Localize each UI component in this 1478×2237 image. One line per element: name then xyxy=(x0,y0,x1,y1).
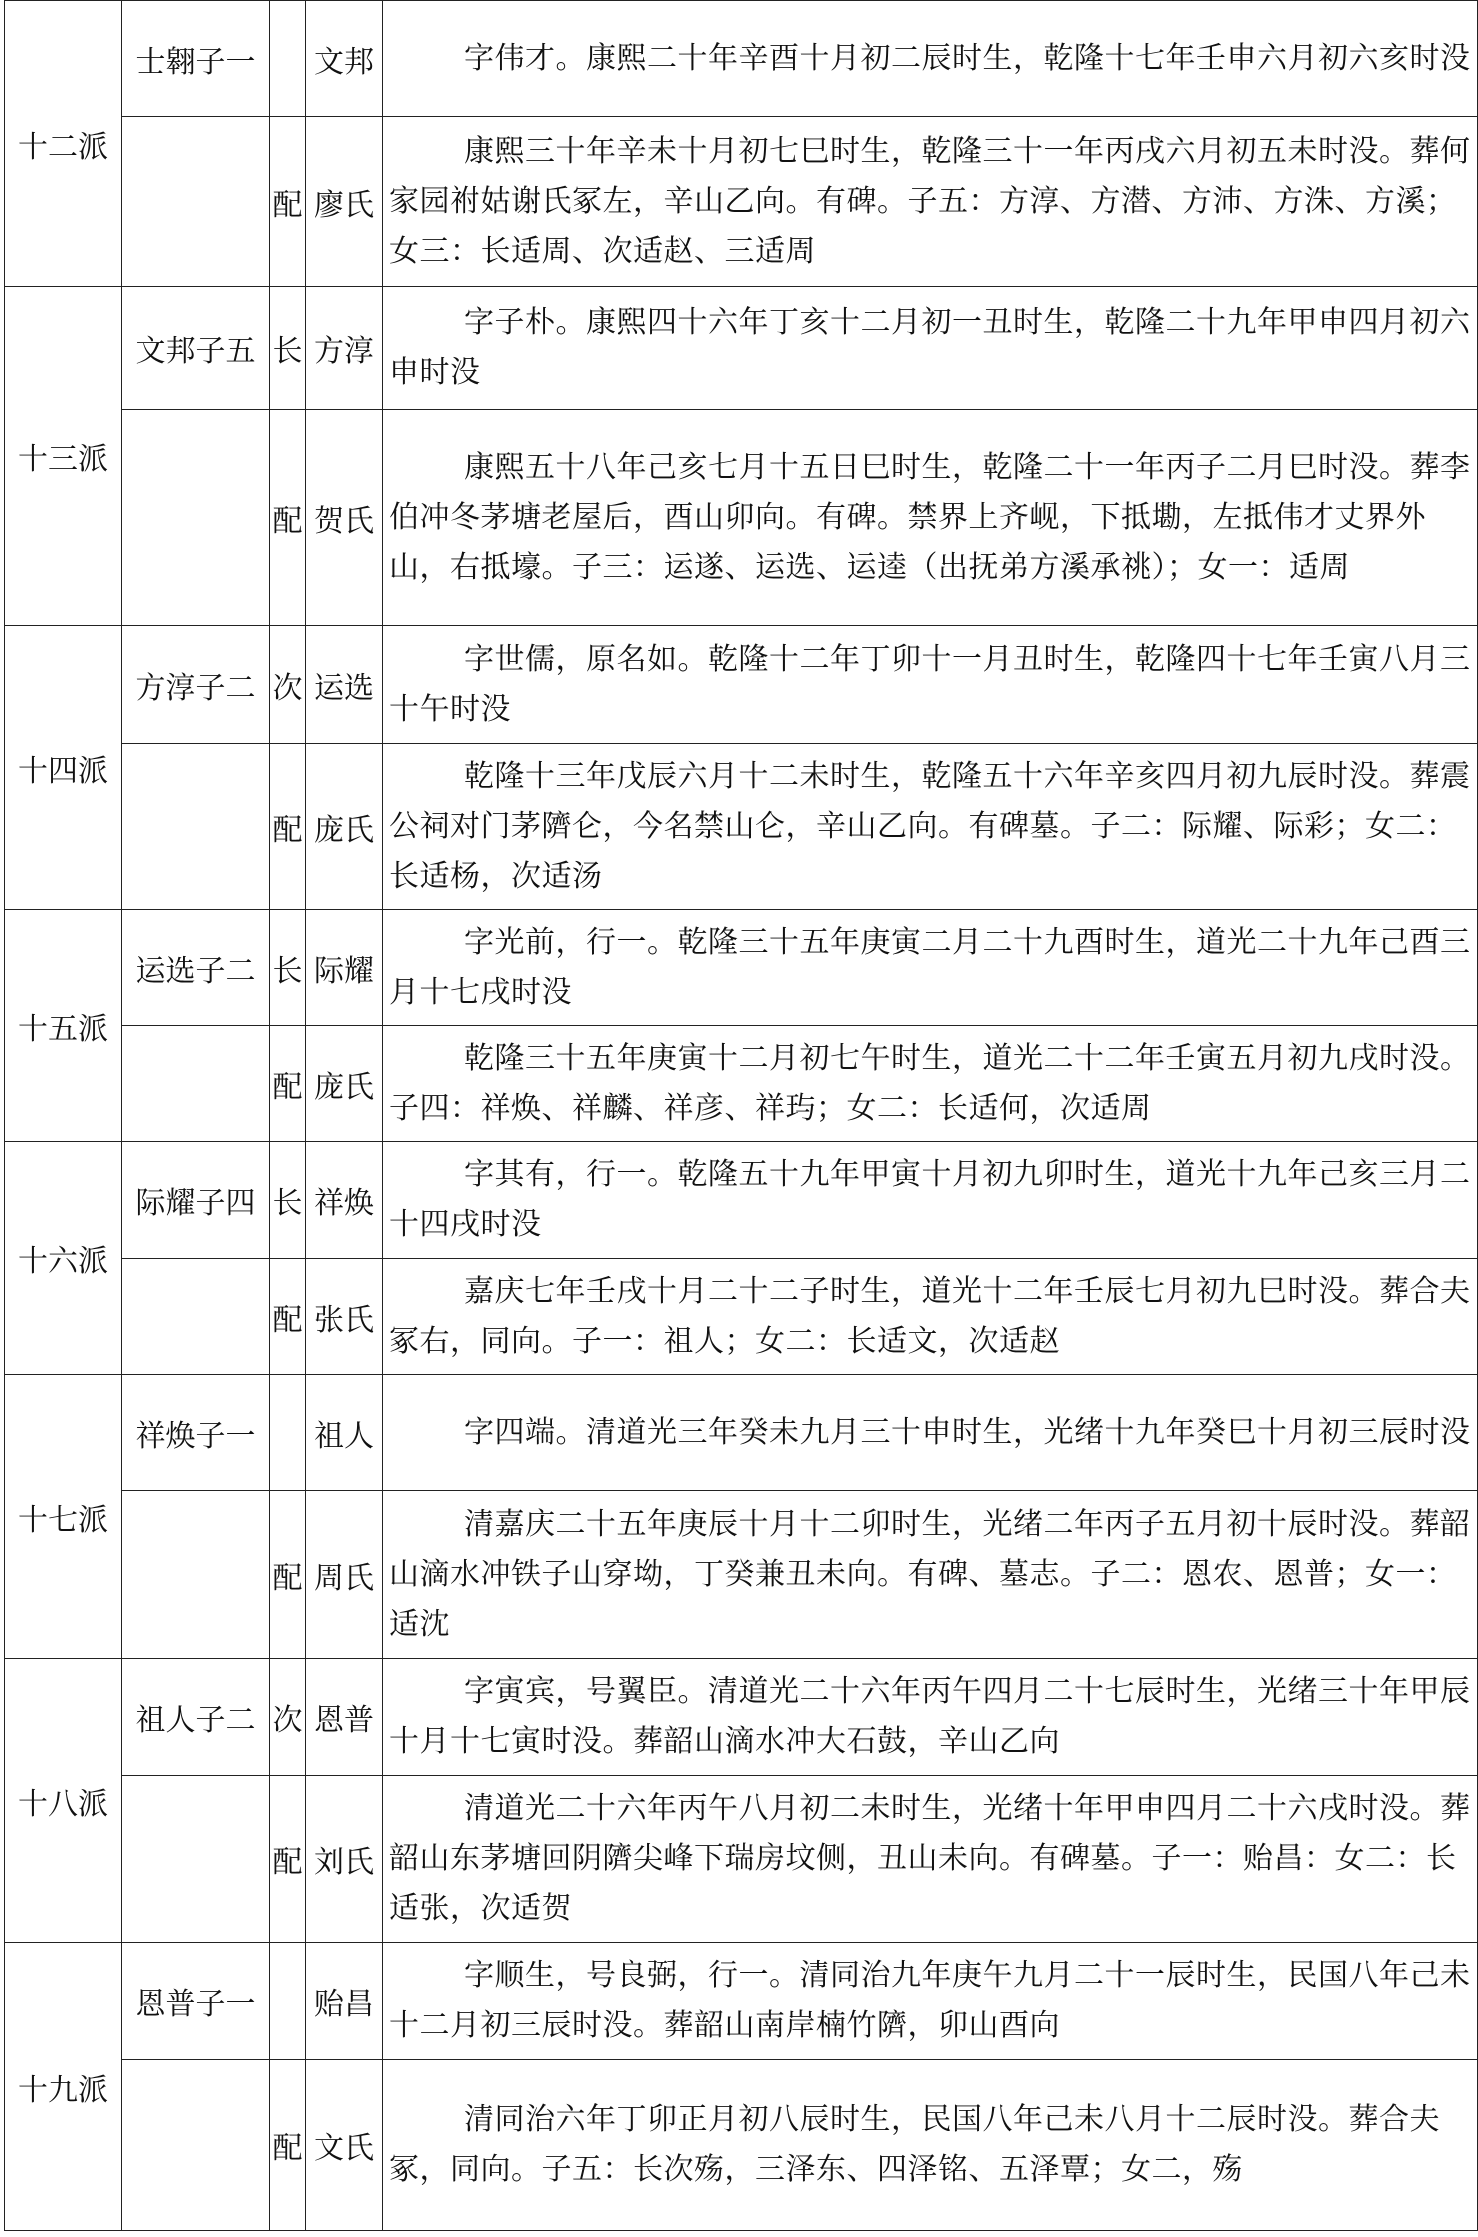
relation-cell: 士翱子一 xyxy=(122,1,270,117)
relation-cell: 祥焕子一 xyxy=(122,1375,270,1491)
order-cell: 长 xyxy=(270,1142,306,1259)
table-row xyxy=(5,626,1478,744)
name-cell: 刘氏 xyxy=(306,1776,383,1943)
note-cell: 字寅宾，号翼臣。清道光二十六年丙午四月二十七辰时生，光绪三十年甲辰十月十七寅时没。葬韶山滴水冲大石鼓，辛山乙向 xyxy=(383,1659,1478,1776)
name-cell: 运选 xyxy=(306,626,383,744)
order-cell xyxy=(270,1375,306,1491)
table-row xyxy=(5,1026,1478,1142)
generation-label: 十四派 xyxy=(5,626,122,910)
table-row xyxy=(5,117,1478,287)
table-row xyxy=(5,1776,1478,1943)
name-cell: 方淳 xyxy=(306,287,383,410)
generation-label: 十二派 xyxy=(5,1,122,287)
order-cell: 配 xyxy=(270,1259,306,1375)
relation-cell xyxy=(122,1259,270,1375)
table-row xyxy=(5,410,1478,626)
relation-cell: 运选子二 xyxy=(122,910,270,1026)
generation-label: 十九派 xyxy=(5,1943,122,2231)
name-cell: 祥焕 xyxy=(306,1142,383,1259)
note-cell: 乾隆十三年戊辰六月十二未时生，乾隆五十六年辛亥四月初九辰时没。葬震公祠对门茅隮仑，今名禁山仑，辛山乙向。有碑墓。子二：际耀、际彩；女二：长适杨，次适汤 xyxy=(383,744,1478,910)
relation-cell: 祖人子二 xyxy=(122,1659,270,1776)
generation-label: 十八派 xyxy=(5,1659,122,1943)
table-row xyxy=(5,1659,1478,1776)
name-cell: 际耀 xyxy=(306,910,383,1026)
order-cell: 配 xyxy=(270,2060,306,2231)
table-row xyxy=(5,2060,1478,2231)
relation-cell xyxy=(122,117,270,287)
genealogy-body xyxy=(5,1,1478,2231)
order-cell: 配 xyxy=(270,744,306,910)
table-row xyxy=(5,287,1478,410)
note-cell: 清道光二十六年丙午八月初二未时生，光绪十年甲申四月二十六戌时没。葬韶山东茅塘回阴隮尖峰下瑞房坟侧，丑山未向。有碑墓。子一：贻昌：女二：长适张，次适贺 xyxy=(383,1776,1478,1943)
name-cell: 文氏 xyxy=(306,2060,383,2231)
order-cell: 长 xyxy=(270,910,306,1026)
relation-cell xyxy=(122,2060,270,2231)
relation-cell: 恩普子一 xyxy=(122,1943,270,2060)
table-row xyxy=(5,1375,1478,1491)
order-cell: 配 xyxy=(270,1491,306,1659)
note-cell: 字其有，行一。乾隆五十九年甲寅十月初九卯时生，道光十九年己亥三月二十四戌时没 xyxy=(383,1142,1478,1259)
genealogy-page xyxy=(4,0,1477,2236)
relation-cell xyxy=(122,1491,270,1659)
table-row xyxy=(5,744,1478,910)
name-cell: 文邦 xyxy=(306,1,383,117)
name-cell: 周氏 xyxy=(306,1491,383,1659)
order-cell xyxy=(270,1,306,117)
genealogy-table xyxy=(4,0,1478,2231)
note-cell: 清同治六年丁卯正月初八辰时生，民国八年己未八月十二辰时没。葬合夫冢，同向。子五：长次殇，三泽东、四泽铭、五泽覃；女二，殇 xyxy=(383,2060,1478,2231)
name-cell: 廖氏 xyxy=(306,117,383,287)
order-cell: 配 xyxy=(270,1776,306,1943)
note-cell: 字伟才。康熙二十年辛酉十月初二辰时生，乾隆十七年壬申六月初六亥时没 xyxy=(383,1,1478,117)
order-cell xyxy=(270,1943,306,2060)
order-cell: 配 xyxy=(270,1026,306,1142)
order-cell: 配 xyxy=(270,410,306,626)
note-cell: 康熙五十八年己亥七月十五日巳时生，乾隆二十一年丙子二月巳时没。葬李伯冲冬茅塘老屋后，酉山卯向。有碑。禁界上齐岘，下抵墈，左抵伟才丈界外山，右抵壕。子三：运遂、运选、运逵（出抚弟方溪承祧）；女一：适周 xyxy=(383,410,1478,626)
relation-cell xyxy=(122,1026,270,1142)
generation-label: 十六派 xyxy=(5,1142,122,1375)
table-row xyxy=(5,1259,1478,1375)
name-cell: 祖人 xyxy=(306,1375,383,1491)
generation-label: 十五派 xyxy=(5,910,122,1142)
note-cell: 字世儒，原名如。乾隆十二年丁卯十一月丑时生，乾隆四十七年壬寅八月三十午时没 xyxy=(383,626,1478,744)
name-cell: 庞氏 xyxy=(306,1026,383,1142)
table-row xyxy=(5,1491,1478,1659)
name-cell: 恩普 xyxy=(306,1659,383,1776)
note-cell: 乾隆三十五年庚寅十二月初七午时生，道光二十二年壬寅五月初九戌时没。子四：祥焕、祥麟、祥彦、祥玙；女二：长适何，次适周 xyxy=(383,1026,1478,1142)
table-row xyxy=(5,1142,1478,1259)
note-cell: 字子朴。康熙四十六年丁亥十二月初一丑时生，乾隆二十九年甲申四月初六申时没 xyxy=(383,287,1478,410)
order-cell: 长 xyxy=(270,287,306,410)
relation-cell xyxy=(122,410,270,626)
table-row xyxy=(5,1943,1478,2060)
relation-cell xyxy=(122,1776,270,1943)
relation-cell: 际耀子四 xyxy=(122,1142,270,1259)
name-cell: 贺氏 xyxy=(306,410,383,626)
relation-cell xyxy=(122,744,270,910)
note-cell: 康熙三十年辛未十月初七巳时生，乾隆三十一年丙戌六月初五未时没。葬何家园祔姑谢氏冢左，辛山乙向。有碑。子五：方淳、方潜、方沛、方洙、方溪；女三：长适周、次适赵、三适周 xyxy=(383,117,1478,287)
table-row xyxy=(5,1,1478,117)
generation-label: 十三派 xyxy=(5,287,122,626)
name-cell: 张氏 xyxy=(306,1259,383,1375)
table-row xyxy=(5,910,1478,1026)
note-cell: 字顺生，号良弼，行一。清同治九年庚午九月二十一辰时生，民国八年己未十二月初三辰时没。葬韶山南岸楠竹隮，卯山酉向 xyxy=(383,1943,1478,2060)
order-cell: 次 xyxy=(270,1659,306,1776)
name-cell: 庞氏 xyxy=(306,744,383,910)
order-cell: 配 xyxy=(270,117,306,287)
note-cell: 嘉庆七年壬戌十月二十二子时生，道光十二年壬辰七月初九巳时没。葬合夫冢右，同向。子一：祖人；女二：长适文，次适赵 xyxy=(383,1259,1478,1375)
name-cell: 贻昌 xyxy=(306,1943,383,2060)
note-cell: 清嘉庆二十五年庚辰十月十二卯时生，光绪二年丙子五月初十辰时没。葬韶山滴水冲铁子山穿坳，丁癸兼丑未向。有碑、墓志。子二：恩农、恩普；女一：适沈 xyxy=(383,1491,1478,1659)
relation-cell: 方淳子二 xyxy=(122,626,270,744)
order-cell: 次 xyxy=(270,626,306,744)
relation-cell: 文邦子五 xyxy=(122,287,270,410)
generation-label: 十七派 xyxy=(5,1375,122,1659)
note-cell: 字光前，行一。乾隆三十五年庚寅二月二十九酉时生，道光二十九年己酉三月十七戌时没 xyxy=(383,910,1478,1026)
note-cell: 字四端。清道光三年癸未九月三十申时生，光绪十九年癸巳十月初三辰时没 xyxy=(383,1375,1478,1491)
